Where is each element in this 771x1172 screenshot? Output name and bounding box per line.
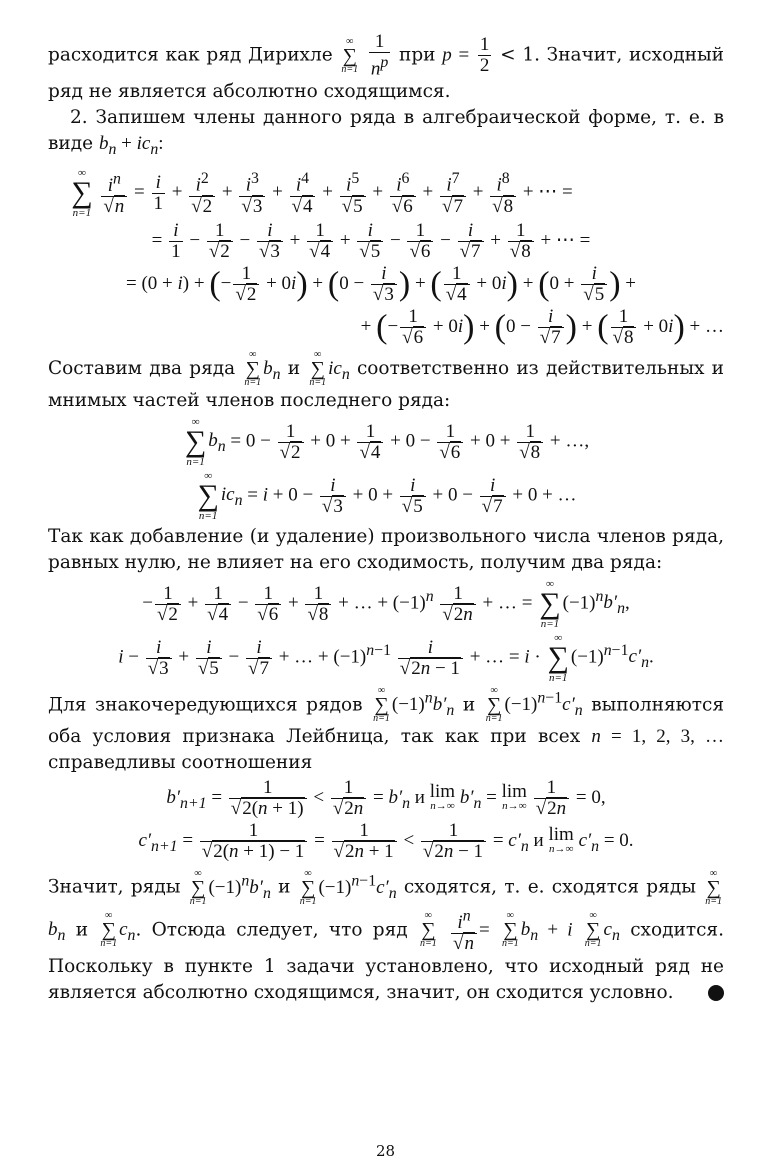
equation-imag-part-series: ∞ ∑ n=1 $ic_n = i + 0$ − $\frac{i}{√3}$ + 0 + $\frac{i}{√5}$ + 0 − $\frac{i}{√7}$ + 0 + … [197,470,577,523]
equation-alternating-c: i − $\frac{i}{√3}$ + $\frac{i}{√5}$ − $\frac{i}{√7}$ + … + $(-1)^{n-1}$ $\frac{i}{√2n - 1}$ + … = i · ∞ ∑ n=1 $(-1)^{n-1}c'_n$. [118,632,654,685]
paragraph-dirichlet: расходится как ряд Дирихле ∞ ∑ n=1 $\frac{1}{n^p}$ при p = $\frac{1}{2}$ < 1. Значит, исходный ряд не является абсолютно сходящимся. [48,31,724,103]
equation-series-values: = $\frac{i}{1}$ − $\frac{1}{√2}$ − $\frac{i}{√3}$ + $\frac{1}{√4}$ + $\frac{i}{√5}$ − $\frac{1}{√6}$ − $\frac{i}{√7}$ + $\frac{1}{√8}$ + ⋯ = [151,220,591,263]
equation-alternating-b: − $\frac{1}{√2}$ + $\frac{1}{√4}$ − $\frac{1}{√6}$ + $\frac{1}{√8}$ + … + $(-1)^n$ $\frac{1}{√2n}$ + … = ∞ ∑ n=1 $(-1)^nb'_n$, [142,578,630,631]
paragraph-two-series: Составим два ряда ∞ ∑ n=1 $b_n$ и ∞ ∑ n=1 $ic_n$ соответственно из действительных и мнимых частей членов последнего ряда: [48,349,724,412]
paragraph-zero-terms: Так как добавление (и удаление) произвольного числа членов ряда, равных нулю, не влияет на его сходимость, получим два ряда: [48,526,724,574]
equation-real-part-series: ∞ ∑ n=1 $b_n = 0$ − $\frac{1}{√2}$ + 0 + $\frac{1}{√4}$ + 0 − $\frac{1}{√6}$ + 0 + $\frac{1}{√8}$ + …, [184,416,590,469]
equation-c-monotone: $c'_{n+1}$ = $\frac{1}{√2(n + 1) - 1}$ = $\frac{1}{√2n + 1}$ < $\frac{1}{√2n - 1}$ = $c'_n$ и lim n→∞ $c'_n = 0$. [138,820,634,863]
paragraph-algebraic-form: 2. Запишем члены данного ряда в алгебраической форме, т. е. в виде $b_n + ic_n$: [48,107,724,159]
paragraph-leibniz: Для знакочередующихся рядов ∞ ∑ n=1 $(-1)^nb'_n$ и ∞ ∑ n=1 $(-1)^{n-1}c'_n$ выполняются оба условия признака Лейбница, так как при всех n = 1, 2, 3, … справедливы соотношения [48,685,724,774]
equation-series-expansion: ∞ ∑ n=1 $\frac{i^n}{√n}$ = $\frac{i}{1}$ + $\frac{i^2}{√2}$ + $\frac{i^3}{√3}$ + $\frac{i^4}{√4}$ + $\frac{i^5}{√5}$ + $\frac{i^6}{√6}$ + $\frac{i^7}{√7}$ + $\frac{i^8}{√8}$ + ⋯ = [71,167,573,220]
page-content [48,32,724,1006]
equation-b-monotone: $b'_{n+1}$ = $\frac{1}{√2(n + 1)}$ < $\frac{1}{√2n}$ = $b'_n$ и lim n→∞ $b'_n$ = lim n→∞ $\frac{1}{√2n}$ = 0, [166,777,606,820]
end-of-solution-marker [708,985,724,1001]
equation-series-pairs-2: + (− $\frac{1}{√6}$ + 0i) + (0 − $\frac{i}{√7}$ ) + ( $\frac{1}{√8}$ + 0i) + … [360,306,724,349]
equation-series-pairs-1: = (0 + i) + (− $\frac{1}{√2}$ + 0i) + (0 − $\frac{i}{√3}$ ) + ( $\frac{1}{√4}$ + 0i) + (0 + $\frac{i}{√5}$ ) + [126,263,636,306]
paragraph-conclusion: Значит, ряды ∞ ∑ n=1 $(-1)^nb'_n$ и ∞ ∑ n=1 $(-1)^{n-1}c'_n$ сходятся, т. е. сходятся ряды ∞ ∑ n=1 $b_n$ и ∞ ∑ n=1 $c_n$. Отсюда следует, что ряд ∞ ∑ n=1 $\frac{i^n}{√n}$ = ∞ ∑ n=1 $b_n + i$ ∞ ∑ n=1 $c_n$ сходится. Поскольку в пункте 1 задачи установлено, что исходный ряд не является абсолютно сходящимся, значит, он сходится условно. [48,867,724,1004]
page-number: 28 [375,1142,396,1160]
